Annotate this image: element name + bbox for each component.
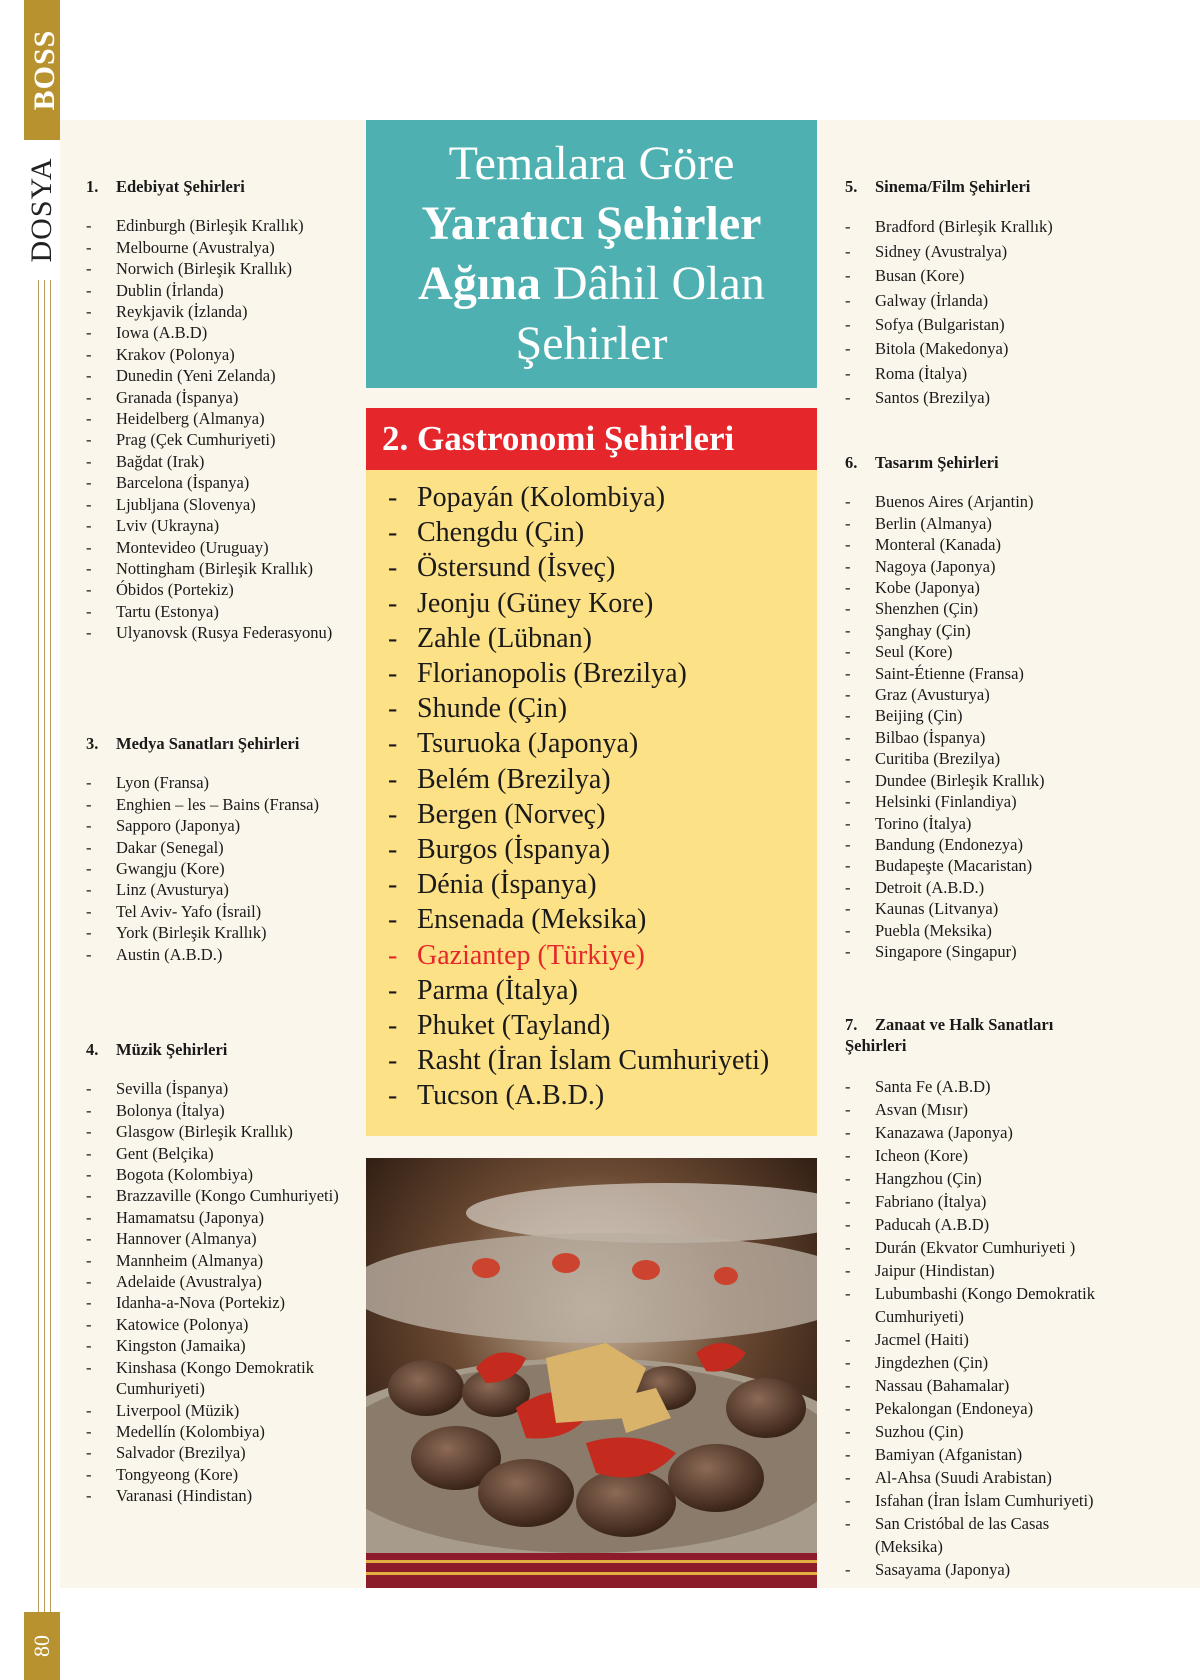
list-item: - Tel Aviv- Yafo (İsrail) xyxy=(86,901,356,922)
list-item: - Dénia (İspanya) xyxy=(388,867,817,902)
title-line: Temalara Göre xyxy=(448,137,735,190)
sidebar-rule xyxy=(44,280,45,1615)
list-item: - Curitiba (Brezilya) xyxy=(845,748,1145,769)
list-item: - San Cristóbal de las Casas (Meksika) xyxy=(845,1512,1115,1558)
list-item: - Granada (İspanya) xyxy=(86,387,356,408)
list-item: - Pekalongan (Endoneya) xyxy=(845,1397,1115,1420)
list-item: - Bağdat (Irak) xyxy=(86,451,356,472)
media-section xyxy=(86,733,356,965)
list-item: - Nassau (Bahamalar) xyxy=(845,1374,1115,1397)
gastronomy-list xyxy=(366,470,817,1114)
list-item: - Lviv (Ukrayna) xyxy=(86,515,356,536)
crafts-list xyxy=(845,1075,1115,1581)
list-item: - Bitola (Makedonya) xyxy=(845,337,1145,361)
list-item: - Florianopolis (Brezilya) xyxy=(388,656,817,691)
list-item: - Gaziantep (Türkiye) xyxy=(388,938,817,973)
list-item: - Edinburgh (Birleşik Krallık) xyxy=(86,215,356,236)
list-item: - Chengdu (Çin) xyxy=(388,515,817,550)
list-item: - Burgos (İspanya) xyxy=(388,832,817,867)
list-item: - Östersund (İsveç) xyxy=(388,550,817,585)
music-list xyxy=(86,1078,362,1506)
list-item: - Dublin (İrlanda) xyxy=(86,280,356,301)
list-item: - Brazzaville (Kongo Cumhuriyeti) xyxy=(86,1185,362,1206)
list-item: - Gent (Belçika) xyxy=(86,1143,362,1164)
crafts-section xyxy=(845,1014,1115,1581)
list-item: - Budapeşte (Macaristan) xyxy=(845,855,1145,876)
film-list xyxy=(845,215,1145,410)
brand-logo: BOSS xyxy=(28,29,61,111)
list-item: - Heidelberg (Almanya) xyxy=(86,408,356,429)
list-item: - Idanha-a-Nova (Portekiz) xyxy=(86,1292,362,1313)
list-item: - Austin (A.B.D.) xyxy=(86,944,356,965)
list-item: - Sofya (Bulgaristan) xyxy=(845,313,1145,337)
list-item: - Hannover (Almanya) xyxy=(86,1228,362,1249)
list-item: - Detroit (A.B.D.) xyxy=(845,877,1145,898)
list-item: - Bergen (Norveç) xyxy=(388,797,817,832)
list-item: - Icheon (Kore) xyxy=(845,1144,1115,1167)
list-item: - Paducah (A.B.D) xyxy=(845,1213,1115,1236)
list-item: - Mannheim (Almanya) xyxy=(86,1250,362,1271)
list-item: - Nottingham (Birleşik Krallık) xyxy=(86,558,356,579)
list-item: - Iowa (A.B.D) xyxy=(86,322,356,343)
list-item: - Helsinki (Finlandiya) xyxy=(845,791,1145,812)
food-image xyxy=(366,1158,817,1588)
list-item: - Suzhou (Çin) xyxy=(845,1420,1115,1443)
list-item: - Phuket (Tayland) xyxy=(388,1008,817,1043)
section-label: DOSYA xyxy=(25,157,58,263)
list-item: - Sapporo (Japonya) xyxy=(86,815,356,836)
list-item: - Ulyanovsk (Rusya Federasyonu) xyxy=(86,622,356,643)
list-item: - Hamamatsu (Japonya) xyxy=(86,1207,362,1228)
design-section xyxy=(845,452,1145,962)
list-item: - Gwangju (Kore) xyxy=(86,858,356,879)
list-item: - Ljubljana (Slovenya) xyxy=(86,494,356,515)
list-item: - Beijing (Çin) xyxy=(845,705,1145,726)
list-item: - Sasayama (Japonya) xyxy=(845,1558,1115,1581)
list-item: - Shunde (Çin) xyxy=(388,691,817,726)
list-item: - Dunedin (Yeni Zelanda) xyxy=(86,365,356,386)
list-item: - Parma (İtalya) xyxy=(388,973,817,1008)
list-item: - Tongyeong (Kore) xyxy=(86,1464,362,1485)
page-number: 80 xyxy=(29,1635,54,1657)
list-item: - Katowice (Polonya) xyxy=(86,1314,362,1335)
music-section xyxy=(86,1039,362,1507)
list-item: - Roma (İtalya) xyxy=(845,362,1145,386)
list-item: - Glasgow (Birleşik Krallık) xyxy=(86,1121,362,1142)
list-item: - Kanazawa (Japonya) xyxy=(845,1121,1115,1144)
section-title: 3. Medya Sanatları Şehirleri xyxy=(86,734,300,753)
literature-section xyxy=(86,176,356,644)
gastronomy-box xyxy=(366,470,817,1136)
list-item: - Galway (İrlanda) xyxy=(845,289,1145,313)
list-item: - Dundee (Birleşik Krallık) xyxy=(845,770,1145,791)
list-item: - Puebla (Meksika) xyxy=(845,920,1145,941)
list-item: - Isfahan (İran İslam Cumhuriyeti) xyxy=(845,1489,1115,1512)
list-item: - Jaipur (Hindistan) xyxy=(845,1259,1115,1282)
list-item: - Liverpool (Müzik) xyxy=(86,1400,362,1421)
list-item: - Graz (Avusturya) xyxy=(845,684,1145,705)
food-photo xyxy=(366,1158,817,1588)
list-item: - Bilbao (İspanya) xyxy=(845,727,1145,748)
list-item: - Berlin (Almanya) xyxy=(845,513,1145,534)
list-item: - Tucson (A.B.D.) xyxy=(388,1078,817,1113)
list-item: - Al-Ahsa (Suudi Arabistan) xyxy=(845,1466,1115,1489)
list-item: - Salvador (Brezilya) xyxy=(86,1442,362,1463)
list-item: - Medellín (Kolombiya) xyxy=(86,1421,362,1442)
list-item: - Sidney (Avustralya) xyxy=(845,240,1145,264)
list-item: - Monteral (Kanada) xyxy=(845,534,1145,555)
list-item: - Torino (İtalya) xyxy=(845,813,1145,834)
list-item: - Tartu (Estonya) xyxy=(86,601,356,622)
list-item: - Bandung (Endonezya) xyxy=(845,834,1145,855)
list-item: - Barcelona (İspanya) xyxy=(86,472,356,493)
list-item: - Bogota (Kolombiya) xyxy=(86,1164,362,1185)
title-line: Şehirler xyxy=(515,317,668,370)
list-item: - Linz (Avusturya) xyxy=(86,879,356,900)
list-item: - Rasht (İran İslam Cumhuriyeti) xyxy=(388,1043,817,1078)
list-item: - Adelaide (Avustralya) xyxy=(86,1271,362,1292)
list-item: - Asvan (Mısır) xyxy=(845,1098,1115,1121)
list-item: - Jacmel (Haiti) xyxy=(845,1328,1115,1351)
title-line: Ağına Dâhil Olan xyxy=(418,257,765,310)
section-title: 5. Sinema/Film Şehirleri xyxy=(845,177,1031,196)
list-item: - Busan (Kore) xyxy=(845,264,1145,288)
list-item: - Dakar (Senegal) xyxy=(86,837,356,858)
list-item: - Bradford (Birleşik Krallık) xyxy=(845,215,1145,239)
list-item: - Jingdezhen (Çin) xyxy=(845,1351,1115,1374)
list-item: - Enghien – les – Bains (Fransa) xyxy=(86,794,356,815)
list-item: - Belém (Brezilya) xyxy=(388,762,817,797)
media-list xyxy=(86,772,356,965)
list-item: - York (Birleşik Krallık) xyxy=(86,922,356,943)
section-title: 1. Edebiyat Şehirleri xyxy=(86,177,245,196)
list-item: - Ensenada (Meksika) xyxy=(388,902,817,937)
list-item: - Popayán (Kolombiya) xyxy=(388,480,817,515)
list-item: - Saint-Étienne (Fransa) xyxy=(845,663,1145,684)
list-item: - Tsuruoka (Japonya) xyxy=(388,726,817,761)
section-title: 7. Zanaat ve Halk Sanatları Şehirleri xyxy=(845,1015,1054,1056)
list-item: - Nagoya (Japonya) xyxy=(845,556,1145,577)
list-item: - Singapore (Singapur) xyxy=(845,941,1145,962)
film-section xyxy=(845,176,1145,411)
title-line: Yaratıcı Şehirler xyxy=(421,197,762,250)
list-item: - Santa Fe (A.B.D) xyxy=(845,1075,1115,1098)
list-item: - Reykjavik (İzlanda) xyxy=(86,301,356,322)
literature-list xyxy=(86,215,356,643)
list-item: - Kingston (Jamaika) xyxy=(86,1335,362,1356)
list-item: - Melbourne (Avustralya) xyxy=(86,237,356,258)
list-item: - Şanghay (Çin) xyxy=(845,620,1145,641)
list-item: - Krakov (Polonya) xyxy=(86,344,356,365)
list-item: - Prag (Çek Cumhuriyeti) xyxy=(86,429,356,450)
list-item: - Bolonya (İtalya) xyxy=(86,1100,362,1121)
list-item: - Montevideo (Uruguay) xyxy=(86,537,356,558)
section-title: 6. Tasarım Şehirleri xyxy=(845,453,999,472)
list-item: - Norwich (Birleşik Krallık) xyxy=(86,258,356,279)
list-item: - Kaunas (Litvanya) xyxy=(845,898,1145,919)
list-item: - Hangzhou (Çin) xyxy=(845,1167,1115,1190)
design-list xyxy=(845,491,1145,962)
sidebar-rule xyxy=(50,280,51,1615)
section-title: 4. Müzik Şehirleri xyxy=(86,1040,228,1059)
list-item: - Shenzhen (Çin) xyxy=(845,598,1145,619)
list-item: - Seul (Kore) xyxy=(845,641,1145,662)
list-item: - Kobe (Japonya) xyxy=(845,577,1145,598)
list-item: - Sevilla (İspanya) xyxy=(86,1078,362,1099)
list-item: - Lyon (Fransa) xyxy=(86,772,356,793)
list-item: - Buenos Aires (Arjantin) xyxy=(845,491,1145,512)
list-item: - Varanasi (Hindistan) xyxy=(86,1485,362,1506)
list-item: - Zahle (Lübnan) xyxy=(388,621,817,656)
sidebar-rule xyxy=(38,280,39,1615)
list-item: - Fabriano (İtalya) xyxy=(845,1190,1115,1213)
list-item: - Lubumbashi (Kongo Demokratik Cumhuriyeti) xyxy=(845,1282,1115,1328)
gastronomy-title: 2. Gastronomi Şehirleri xyxy=(366,408,817,470)
title-box xyxy=(366,120,817,388)
list-item: - Kinshasa (Kongo Demokratik Cumhuriyeti) xyxy=(86,1357,362,1400)
list-item: - Santos (Brezilya) xyxy=(845,386,1145,410)
list-item: - Óbidos (Portekiz) xyxy=(86,579,356,600)
list-item: - Bamiyan (Afganistan) xyxy=(845,1443,1115,1466)
list-item: - Jeonju (Güney Kore) xyxy=(388,586,817,621)
list-item: - Durán (Ekvator Cumhuriyeti ) xyxy=(845,1236,1115,1259)
